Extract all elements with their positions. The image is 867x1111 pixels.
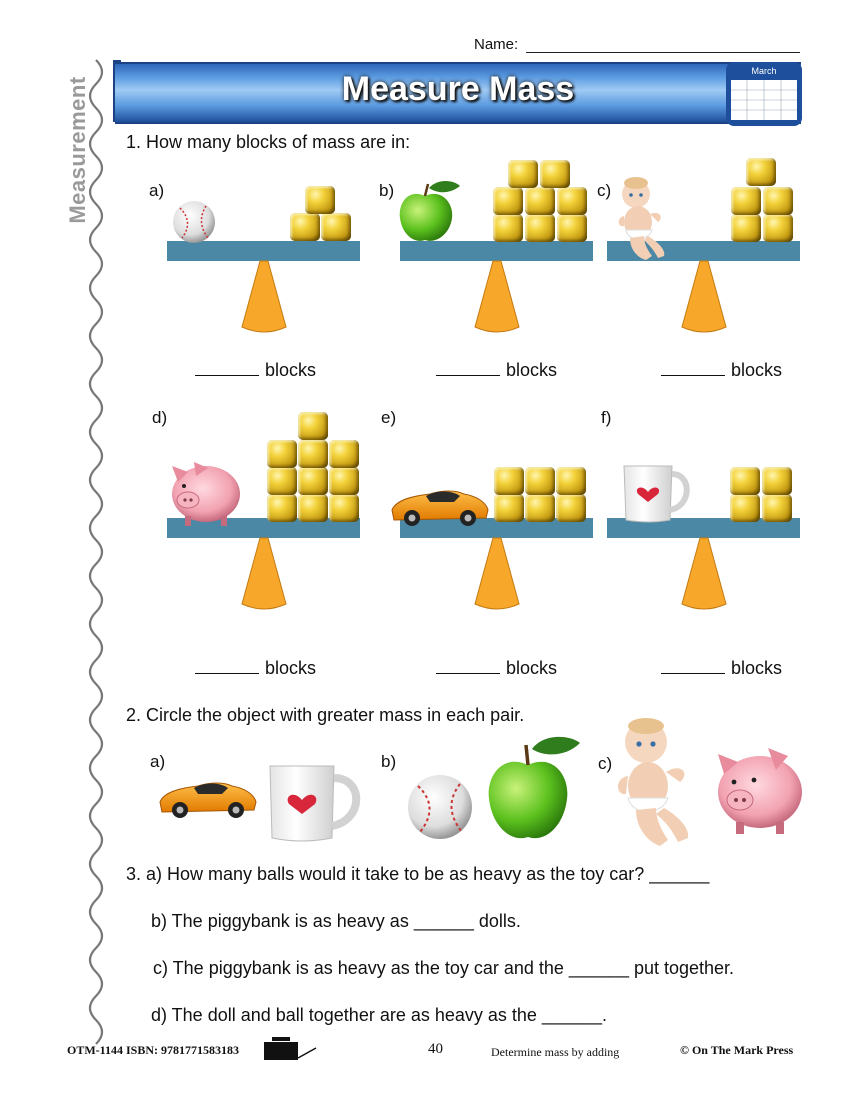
mass-block — [329, 494, 359, 522]
question-3a: 3. a) How many balls would it take to be as heavy as the toy car? ______ — [126, 864, 710, 884]
toy-car-icon — [390, 484, 490, 528]
question-3b: b) The piggybank is as heavy as ______ dolls. — [151, 911, 521, 931]
mug-icon — [620, 462, 692, 524]
mass-block — [731, 214, 761, 242]
question-2-prompt: 2. Circle the object with greater mass in each pair. — [126, 705, 525, 725]
sidebar-measurement-label — [58, 60, 98, 240]
fulcrum-d — [242, 538, 286, 612]
mass-block — [525, 467, 555, 495]
answer-a[interactable] — [195, 360, 316, 381]
answer-d[interactable] — [195, 658, 316, 679]
question-3c: c) The piggybank is as heavy as the toy car and the ______ put together. — [153, 958, 735, 978]
mass-block — [290, 213, 320, 241]
q2-label-c: c) — [598, 754, 613, 773]
mass-block — [730, 494, 760, 522]
q1-label-b: b) — [379, 181, 395, 200]
answer-blank-f[interactable] — [661, 673, 725, 674]
mass-block — [267, 467, 297, 495]
sidebar-label-text: Measurement — [65, 76, 90, 224]
q2-label-a: a) — [150, 752, 166, 771]
answer-suffix: blocks — [731, 360, 783, 380]
name-field[interactable] — [526, 52, 800, 53]
mass-block — [763, 214, 793, 242]
mass-block — [494, 467, 524, 495]
answer-blank-b[interactable] — [436, 375, 500, 376]
fulcrum-e — [475, 538, 519, 612]
q1-label-e: e) — [381, 408, 397, 427]
q1-label-a: a) — [149, 181, 165, 200]
q1-label-d: d) — [152, 408, 168, 427]
mass-block — [298, 440, 328, 468]
mug-choice-icon[interactable] — [266, 762, 366, 844]
chalkboard-icon — [262, 1036, 318, 1062]
fulcrum-f — [682, 538, 726, 612]
page-title: Measure Mass — [341, 70, 575, 108]
mass-block — [298, 467, 328, 495]
mass-block — [305, 186, 335, 214]
mass-block — [267, 494, 297, 522]
balance-plank-b — [400, 241, 593, 261]
mass-block — [557, 214, 587, 242]
answer-blank-a[interactable] — [195, 375, 259, 376]
answer-suffix: blocks — [506, 360, 558, 380]
doll-choice-icon[interactable] — [612, 716, 698, 850]
mass-block — [329, 467, 359, 495]
piggybank-choice-icon[interactable] — [708, 744, 804, 836]
calendar-month: March — [751, 66, 777, 76]
mass-block — [731, 187, 761, 215]
mass-block — [329, 440, 359, 468]
mass-block — [556, 494, 586, 522]
balance-plank-a — [167, 241, 360, 261]
question-1-prompt: 1. How many blocks of mass are in: — [126, 132, 411, 152]
mass-block — [556, 467, 586, 495]
mass-block — [525, 214, 555, 242]
baseball-choice-icon[interactable] — [406, 774, 474, 840]
fulcrum-a — [242, 261, 286, 335]
answer-e[interactable] — [436, 658, 557, 679]
name-label: Name: — [474, 36, 519, 53]
answer-blank-c[interactable] — [661, 375, 725, 376]
answer-b[interactable] — [436, 360, 557, 381]
baseball-icon — [172, 200, 218, 244]
calendar-grid — [731, 80, 797, 120]
mass-block — [540, 160, 570, 188]
answer-suffix: blocks — [265, 658, 317, 678]
mass-block — [267, 440, 297, 468]
question-3d: d) The doll and ball together are as heavy as the ______. — [151, 1005, 607, 1025]
apple-choice-icon[interactable] — [486, 733, 582, 845]
mass-block — [525, 494, 555, 522]
mass-block — [298, 412, 328, 440]
mass-block — [762, 467, 792, 495]
footer-topic: Determine mass by adding — [491, 1045, 620, 1059]
mass-block — [746, 158, 776, 186]
answer-blank-d[interactable] — [195, 673, 259, 674]
answer-suffix: blocks — [731, 658, 783, 678]
answer-suffix: blocks — [506, 658, 558, 678]
footer-code: OTM-1144 ISBN: 9781771583183 — [67, 1043, 240, 1057]
mass-block — [763, 187, 793, 215]
mass-block — [493, 187, 523, 215]
mass-block — [525, 187, 555, 215]
answer-f[interactable] — [661, 658, 782, 679]
title-banner — [115, 62, 801, 124]
apple-icon — [398, 178, 462, 244]
answer-blank-e[interactable] — [436, 673, 500, 674]
answer-c[interactable] — [661, 360, 782, 381]
answer-suffix: blocks — [265, 360, 317, 380]
mass-block — [321, 213, 351, 241]
fulcrum-c — [682, 261, 726, 335]
q1-label-c: c) — [597, 181, 612, 200]
fulcrum-b — [475, 261, 519, 335]
q2-label-b: b) — [381, 752, 397, 771]
mass-block — [493, 214, 523, 242]
mass-block — [508, 160, 538, 188]
mass-block — [762, 494, 792, 522]
mass-block — [730, 467, 760, 495]
mass-block — [494, 494, 524, 522]
mass-block — [298, 494, 328, 522]
toy-car-choice-icon[interactable] — [158, 776, 258, 822]
footer-publisher: © On The Mark Press — [680, 1043, 794, 1057]
q1-label-f: f) — [601, 408, 612, 427]
doll-icon — [614, 176, 674, 264]
piggybank-icon — [164, 458, 242, 530]
mass-block — [557, 187, 587, 215]
footer-page-number: 40 — [428, 1041, 443, 1057]
calendar-icon — [726, 62, 802, 126]
